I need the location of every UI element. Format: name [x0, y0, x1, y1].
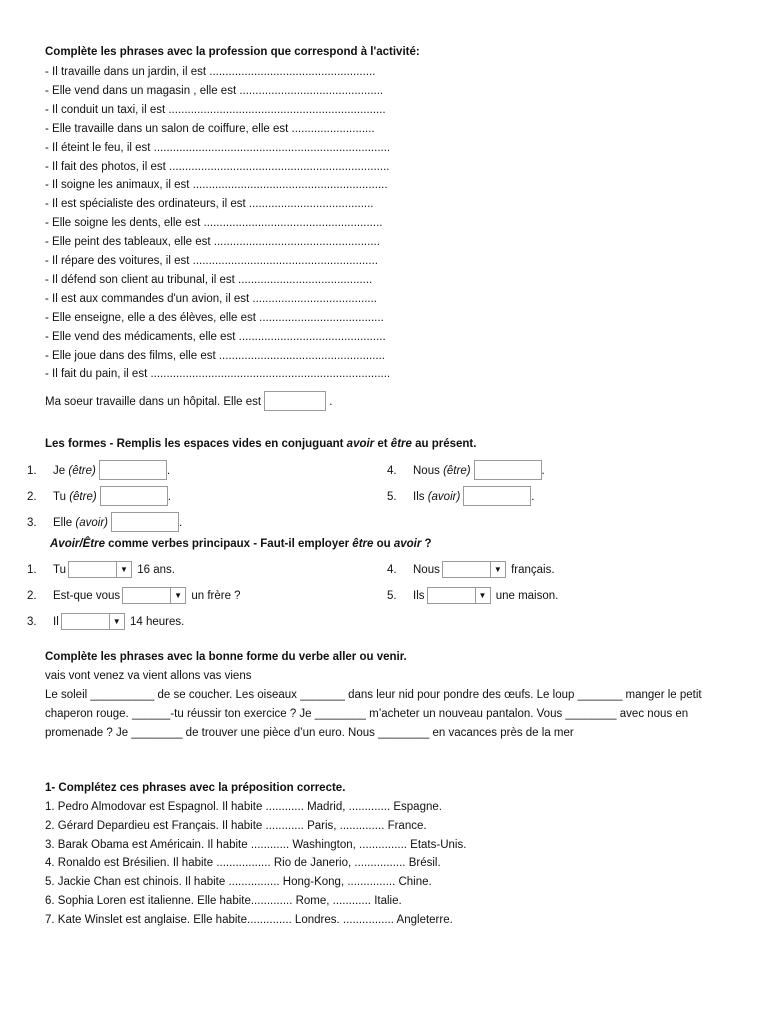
profession-item: - Il travaille dans un jardin, il est .................................................... — [45, 66, 376, 78]
chevron-down-icon[interactable]: ▼ — [109, 614, 124, 629]
item-number: 2. — [27, 590, 37, 602]
answer-box[interactable] — [100, 486, 168, 506]
profession-item: - Il fait du pain, il est ........................................................................... — [45, 368, 391, 381]
section4-paragraph: Le soleil __________ de se coucher. Les oiseaux _______ dans leur nid pour pondre des œufs. Le loup _______ manger le petit chaperon rouge. ______-tu réussir ton exercice ? Je ________ m’acheter un nouveau pantalon. Vous ________ avec nous en promenade ? Je ________ de trouver une pièce d’un euro. Nous ________ en vacances près de la mer — [45, 689, 702, 739]
item-before: Tu — [53, 564, 66, 576]
chevron-down-icon[interactable]: ▼ — [116, 562, 131, 577]
conjugation-item — [27, 460, 170, 480]
preposition-item: 5. Jackie Chan est chinois. Il habite ................ Hong-Kong, ............... Chine. — [45, 876, 432, 889]
item-period: . — [541, 465, 545, 477]
section3-title — [50, 535, 432, 553]
answer-box-hopital[interactable] — [264, 391, 326, 411]
conjugation-item — [387, 486, 535, 506]
verb-choice-item — [27, 561, 175, 579]
section1-final-text: Ma soeur travaille dans un hôpital. Elle est — [45, 396, 262, 408]
item-pronoun: Elle — [53, 517, 73, 529]
item-number: 4. — [387, 564, 397, 576]
item-verb: (être) — [68, 465, 96, 477]
preposition-item: 7. Kate Winslet est anglaise. Elle habite.............. Londres. ................ Angleterre. — [45, 913, 453, 926]
section2-title-b: au présent. — [411, 438, 477, 450]
profession-item: - Elle soigne les dents, elle est ........................................................ — [45, 217, 383, 230]
verb-choice-item — [27, 613, 184, 631]
profession-item: - Il est aux commandes d'un avion, il est ....................................... — [45, 292, 377, 305]
profession-item: - Elle travaille dans un salon de coiffure, elle est .......................... — [45, 122, 375, 135]
section2-title-et: et — [374, 438, 391, 450]
section3-title-ou: ou — [373, 538, 394, 550]
verb-dropdown[interactable] — [122, 587, 186, 604]
item-verb: (être) — [69, 491, 97, 503]
verb-dropdown[interactable] — [442, 561, 506, 578]
section3-title-a: Avoir/Être — [50, 538, 105, 550]
section1-final-period: . — [329, 396, 333, 408]
profession-item: - Il conduit un taxi, il est .................................................................... — [45, 103, 386, 116]
item-number: 3. — [27, 616, 37, 628]
profession-item: - Elle vend dans un magasin , elle est ............................................. — [45, 84, 384, 97]
verb-dropdown[interactable] — [61, 613, 125, 630]
profession-item: - Elle peint des tableaux, elle est .................................................... — [45, 236, 380, 249]
item-after: français. — [511, 564, 555, 576]
item-number: 5. — [387, 491, 397, 503]
item-number: 3. — [27, 517, 37, 529]
section1-final — [45, 391, 332, 411]
profession-item: - Il soigne les animaux, il est ............................................................. — [45, 179, 388, 192]
section4-title: Complète les phrases avec la bonne forme du verbe aller ou venir. — [45, 651, 407, 663]
answer-box[interactable] — [463, 486, 531, 506]
profession-item: - Il fait des photos, il est ..................................................................... — [45, 160, 390, 173]
item-period: . — [167, 491, 171, 503]
section5-title: 1- Complétez ces phrases avec la préposition correcte. — [45, 782, 346, 794]
section3-title-etre: être — [352, 538, 374, 550]
section2-title — [45, 435, 476, 453]
item-after: une maison. — [495, 590, 559, 602]
chevron-down-icon[interactable]: ▼ — [170, 588, 185, 603]
item-period: . — [531, 491, 535, 503]
section3-title-q: ? — [421, 538, 432, 550]
item-before: Ils — [413, 590, 425, 602]
conjugation-item — [27, 512, 182, 532]
item-number: 5. — [387, 590, 397, 602]
item-after: 16 ans. — [137, 564, 175, 576]
preposition-item: 4. Ronaldo est Brésilien. Il habite ................. Rio de Janerio, ................ Brésil. — [45, 857, 441, 870]
section2-title-etre: être — [390, 438, 412, 450]
profession-item: - Elle joue dans des films, elle est .................................................... — [45, 349, 386, 362]
section4-word-bank: vais vont venez va vient allons vas viens — [45, 670, 252, 682]
conjugation-item — [27, 486, 171, 506]
preposition-item: 6. Sophia Loren est italienne. Elle habite............. Rome, ............ Italie. — [45, 895, 402, 907]
item-pronoun: Ils — [413, 491, 425, 503]
item-before: Il — [53, 616, 59, 628]
item-verb: (avoir) — [75, 517, 108, 529]
verb-choice-item — [387, 561, 555, 579]
item-verb: (avoir) — [427, 491, 461, 503]
item-number: 4. — [387, 465, 397, 477]
verb-dropdown[interactable] — [68, 561, 132, 578]
profession-item: - Elle vend des médicaments, elle est .............................................. — [45, 330, 386, 343]
item-pronoun: Nous — [413, 465, 440, 477]
profession-item: - Il est spécialiste des ordinateurs, il est ....................................... — [45, 198, 374, 211]
item-number: 1. — [27, 564, 37, 576]
item-period: . — [166, 465, 171, 477]
conjugation-item — [387, 460, 545, 480]
section2-title-a: Les formes - Remplis les espaces vides en conjuguant — [45, 438, 347, 450]
preposition-item: 2. Gérard Depardieu est Français. Il habite ............ Paris, .............. France. — [45, 819, 427, 832]
item-pronoun: Je — [53, 465, 66, 477]
answer-box[interactable] — [474, 460, 542, 480]
verb-choice-item — [27, 587, 241, 605]
item-number: 1. — [27, 465, 37, 477]
item-before: Est-que vous — [53, 590, 121, 602]
item-after: un frère ? — [191, 590, 241, 602]
profession-item: - Elle enseigne, elle a des élèves, elle est ....................................... — [45, 311, 384, 324]
verb-choice-item — [387, 587, 558, 605]
preposition-item: 3. Barak Obama est Américain. Il habite ............ Washington, ............... Etats-Unis. — [45, 838, 467, 851]
preposition-item: 1. Pedro Almodovar est Espagnol. Il habite ............ Madrid, ............. Espagne. — [45, 801, 442, 813]
profession-item: - Il éteint le feu, il est .......................................................................... — [45, 141, 391, 154]
item-verb: (être) — [443, 465, 471, 477]
section1-title: Complète les phrases avec la profession que correspond à l'activité: — [45, 46, 420, 58]
item-after: 14 heures. — [129, 616, 185, 628]
section3-title-avoir: avoir — [393, 538, 422, 550]
chevron-down-icon[interactable]: ▼ — [475, 588, 490, 603]
profession-item: - Il répare des voitures, il est .......................................................... — [45, 255, 378, 267]
item-pronoun: Tu — [53, 491, 66, 503]
answer-box[interactable] — [99, 460, 167, 480]
section3-title-b: comme verbes principaux - Faut-il employer — [104, 538, 353, 550]
item-number: 2. — [27, 491, 37, 503]
section2-title-avoir: avoir — [346, 438, 375, 450]
answer-box[interactable] — [111, 512, 179, 532]
chevron-down-icon[interactable]: ▼ — [490, 562, 505, 577]
profession-item: - Il défend son client au tribunal, il est .......................................... — [45, 273, 373, 286]
item-before: Nous — [413, 564, 440, 576]
item-period: . — [178, 517, 183, 529]
verb-dropdown[interactable] — [427, 587, 491, 604]
